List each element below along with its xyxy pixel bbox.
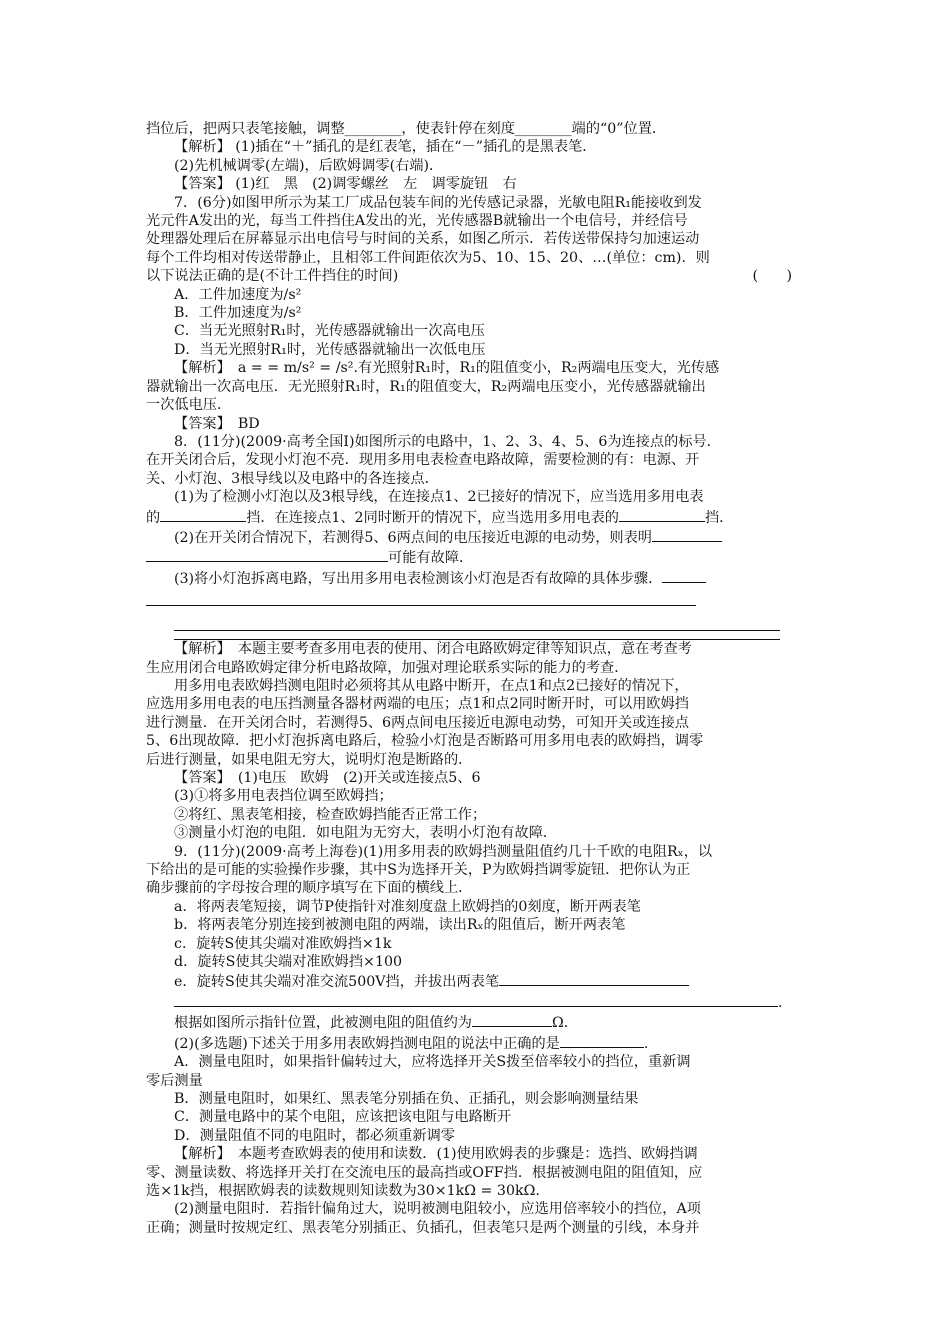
text-fragment: 的 xyxy=(146,509,161,526)
answer-rule-line xyxy=(146,992,808,1012)
text-fragment: Ω. xyxy=(551,1015,569,1032)
text-fragment: . xyxy=(778,994,783,1011)
text-fragment: (2)(多选题)下述关于用多用表欧姆挡测电阻的说法中正确的是 xyxy=(174,1035,560,1052)
analysis-line: 进行测量．在开关闭合时，若测得5、6两点间电压接近电源电动势，可知开关或连接点 xyxy=(146,714,689,731)
option-a: A．测量电阻时，如果指针偏转过大，应将选择开关S拨至倍率较小的挡位，重新调 xyxy=(174,1054,691,1071)
document-page xyxy=(146,120,808,1237)
answer-blank xyxy=(619,507,705,522)
question-8-text: (1)为了检测小灯泡以及3根导线，在连接点1、2已接好的情况下，应当选用多用电表 xyxy=(174,489,704,506)
text-fragment: 挡． xyxy=(704,509,734,526)
option-a: A．工件加速度为/s² xyxy=(174,286,302,303)
question-9-text: 确步骤前的字母按合理的顺序填写在下面的横线上． xyxy=(146,880,473,897)
answer-line: 【答案】 BD xyxy=(174,415,260,432)
step-d: d．旋转S使其尖端对准欧姆挡×100 xyxy=(174,954,403,971)
question-8-blank-line xyxy=(146,568,808,588)
answer-blank xyxy=(662,568,706,583)
analysis-line: 【解析】 本题主要考查多用电表的使用、闭合电路欧姆定律等知识点，意在考查考 xyxy=(174,641,692,658)
answer-blank xyxy=(472,1012,552,1027)
answer-blank xyxy=(160,507,246,522)
question-8-text: 关、小灯泡、3根导线以及电路中的各连接点． xyxy=(146,470,439,487)
question-8-blank-line xyxy=(146,547,808,567)
option-d: D．测量阻值不同的电阻时，都必须重新调零 xyxy=(174,1127,455,1144)
analysis-line: 【解析】 本题考查欧姆表的使用和读数．(1)使用欧姆表的步骤是：选挡、欧姆挡调 xyxy=(174,1146,698,1163)
question-8-text: 8．(11分)(2009·高考全国Ⅰ)如图所示的电路中，1、2、3、4、5、6为连接点的标号． xyxy=(174,433,721,450)
question-8-blank-line xyxy=(146,507,808,527)
analysis-line: 应选用多用电表的电压挡测量各器材两端的电压；点1和点2同时断开时，可以用欧姆挡 xyxy=(146,696,689,713)
option-b: B．工件加速度为/s² xyxy=(174,305,302,322)
answer-blank xyxy=(499,971,689,986)
option-c: C．当无光照射R₁时，光传感器就输出一次高电压 xyxy=(174,323,485,340)
analysis-line: 生应用闭合电路欧姆定律分析电路故障，加强对理论联系实际的能力的考查． xyxy=(146,659,629,676)
answer-line: ③测量小灯泡的电阻．如电阻为无穷大，表明小灯泡有故障． xyxy=(174,825,558,842)
step-e xyxy=(146,971,808,991)
analysis-line: 零、测量读数、将选择开关打在交流电压的最高挡或OFF挡．根据被测电阻的阻值知，应 xyxy=(146,1164,703,1181)
question-8-text: 在开关闭合后，发现小灯泡不亮．现用多用电表检查电路故障，需要检测的有：电源、开 xyxy=(146,452,700,469)
analysis-line: 用多用电表欧姆挡测电阻时必须将其从电路中断开，在点1和点2已接好的情况下， xyxy=(174,677,689,694)
answer-bracket: ( ) xyxy=(752,268,792,285)
analysis-line: 正确；测量时按规定红、黑表笔分别插正、负插孔，但表笔只是两个测量的引线，本身并 xyxy=(146,1219,700,1236)
text-fragment: 根据如图所示指针位置，此被测电阻的阻值约为 xyxy=(174,1015,472,1032)
text-fragment: . xyxy=(643,1035,649,1052)
text-fragment: (2)在开关闭合情况下，若测得5、6两点间的电压接近电源的电动势，则表明 xyxy=(174,529,652,546)
analysis-line: (2)测量电阻时．若指针偏角过大，说明被测电阻较小，应选用倍率较小的挡位，A项 xyxy=(174,1201,701,1218)
analysis-line: 【解析】 a = = m/s² = /s².有光照射R₁时，R₁的阻值变小，R₂两端电压变大，光传感 xyxy=(174,360,720,377)
step-b: b．将两表笔分别连接到被测电阻的两端，读出Rₓ的阻值后，断开两表笔 xyxy=(174,917,626,934)
answer-blank xyxy=(146,547,388,562)
question-7-text: 光元件A发出的光，每当工件挡住A发出的光，光传感器B就输出一个电信号，并经信号 xyxy=(146,213,688,230)
question-7-text: 处理器处理后在屏幕显示出电信号与时间的关系，如图乙所示．若传送带保持匀加速运动 xyxy=(146,231,700,248)
analysis-line: 器就输出一次高电压．无光照射R₁时，R₁的阻值变大，R₂两端电压变小，光传感器就输出 xyxy=(146,378,706,395)
question-7-text: 7．(6分)如图甲所示为某工厂成品包装车间的光传感记录器，光敏电阻R₁能接收到发 xyxy=(174,194,702,211)
text-fragment: 可能有故障． xyxy=(388,550,474,567)
analysis-line: 后进行测量，如果电阻无穷大，说明灯泡是断路的． xyxy=(146,751,473,768)
text-fragment: 挡．在连接点1、2同时断开的情况下，应当选用多用电表的 xyxy=(246,509,619,526)
text-fragment: (3)将小灯泡拆离电路，写出用多用电表检测该小灯泡是否有故障的具体步骤． xyxy=(174,570,663,587)
option-a-cont: 零后测量 xyxy=(146,1072,203,1089)
answer-blank xyxy=(652,527,722,542)
analysis-line: (2)先机械调零(左端)，后欧姆调零(右端)． xyxy=(174,157,444,174)
question-8-blank-line xyxy=(146,527,808,547)
option-b: B．测量电阻时，如果红、黑表笔分别插在负、正插孔，则会影响测量结果 xyxy=(174,1090,639,1107)
answer-blank xyxy=(174,992,778,1007)
option-d: D．当无光照射R₁时，光传感器就输出一次低电压 xyxy=(174,341,486,358)
answer-line: 【答案】 (1)红 黑 (2)调零螺丝 左 调零旋钮 右 xyxy=(174,176,517,193)
question-7-stem xyxy=(146,267,808,285)
question-9-part2 xyxy=(146,1033,808,1053)
text-fragment: e．旋转S使其尖端对准交流500V挡，并拔出两表笔 xyxy=(174,974,500,991)
answer-rule xyxy=(146,588,696,606)
answer-line: ②将红、黑表笔相接，检查欧姆挡能否正常工作； xyxy=(174,806,487,823)
answer-rule xyxy=(174,613,780,631)
answer-line: 【答案】 (1)电压 欧姆 (2)开关或连接点5、6 xyxy=(174,770,481,786)
question-9-text: 下给出的是可能的实验操作步骤，其中S为选择开关，P为欧姆挡调零旋钮．把你认为正 xyxy=(146,862,691,879)
step-c: c．旋转S使其尖端对准欧姆挡×1k xyxy=(174,935,392,952)
analysis-line: 选×1k挡，根据欧姆表的读数规则知读数为30×1kΩ = 30kΩ. xyxy=(146,1182,540,1199)
question-9-text: 9．(11分)(2009·高考上海卷)(1)用多用表的欧姆挡测量阻值约几十千欧的电阻Rₓ，以 xyxy=(174,843,713,860)
answer-rule xyxy=(174,631,780,640)
analysis-line: 一次低电压． xyxy=(146,397,232,414)
question-7-text: 每个工件均相对传送带静止，且相邻工件间距依次为5、10、15、20、…(单位：cm)．则 xyxy=(146,249,710,266)
resistance-reading-line xyxy=(146,1012,808,1032)
option-c: C．测量电路中的某个电阻，应该把该电阻与电路断开 xyxy=(174,1109,512,1126)
text-line: 挡位后，把两只表笔接触，调整________，使表针停在刻度________端的“0”位置． xyxy=(146,121,667,137)
answer-line: (3)①将多用电表挡位调至欧姆挡； xyxy=(174,788,393,805)
question-7-text: 以下说法正确的是(不计工件挡住的时间) xyxy=(146,268,399,285)
analysis-line: 【解析】 (1)插在“＋”插孔的是红表笔，插在“－”插孔的是黑表笔． xyxy=(174,139,597,156)
answer-blank xyxy=(560,1033,644,1048)
step-a: a．将两表笔短接，调节P使指针对准刻度盘上欧姆挡的0刻度，断开两表笔 xyxy=(174,898,641,915)
analysis-line: 5、6出现故障．把小灯泡拆离电路后，检验小灯泡是否断路可用多用电表的欧姆挡，调零 xyxy=(146,733,704,750)
